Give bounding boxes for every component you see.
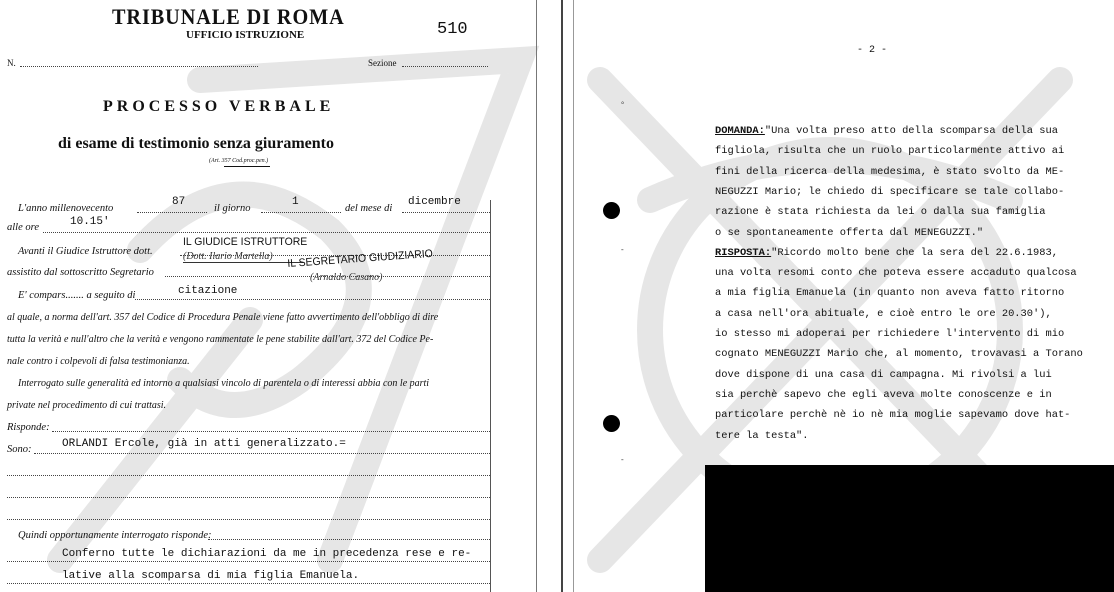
transcript-line (715, 409, 1070, 421)
page-fold (561, 0, 563, 592)
interrogation-line-1: Interrogato sulle generalità ed intorno a qualsiasi vincolo di parentela o di interessi abbia con le parti (18, 378, 430, 389)
transcript-text: cognato MENEGUZZI Mario che, al momento, trovavasi a Torano (715, 348, 1083, 361)
number-label: N. (7, 58, 16, 68)
warning-line-1: al quale, a norma dell'art. 357 del Codice di Procedura Penale viene fatto avvertimento dell'obbligo di dire (7, 312, 439, 323)
answer-line-1: Conferno tutte le dichiarazioni da me in precedenza rese e re- (62, 548, 472, 560)
transcript-line (715, 166, 1064, 178)
number-field (20, 66, 258, 67)
punch-hole-top (603, 202, 620, 219)
transcript-text: fini della ricerca della medesima, è stato svolto da ME- (715, 165, 1065, 178)
court-title: TRIBUNALE DI ROMA (112, 4, 345, 29)
form-subheading: di esame di testimonio senza giuramento (58, 135, 334, 152)
transcript-text: a casa nell'ora abituale, e cioè entro le ore 20.30'), (715, 307, 1052, 320)
transcript-line (715, 125, 1058, 137)
secretary-name: (Arnaldo Casano) (310, 272, 383, 283)
transcript-text: tere la testa". (715, 429, 809, 442)
form-right-rule (490, 200, 491, 592)
transcript-line (715, 389, 1052, 401)
question-label: DOMANDA: (715, 125, 765, 137)
judge-stamp: IL GIUDICE ISTRUTTORE (183, 236, 308, 248)
transcript-line (715, 348, 1083, 360)
transcript-text: "Ricordo molto bene che la sera del 22.6.1983, (771, 246, 1058, 259)
right-page-edge (573, 0, 574, 592)
transcript-line (715, 287, 1064, 299)
day-value: 1 (292, 196, 299, 208)
transcript-text: io stesso mi adoperai per richiedere l'intervento di mio (715, 328, 1065, 340)
year-value: 87 (172, 196, 186, 208)
secretary-stamp: IL SEGRETARIO GIUDIZIARIO (287, 247, 434, 270)
year-label: L'anno millenovecento (18, 203, 114, 214)
form-heading: PROCESSO VERBALE (103, 98, 335, 115)
transcript-text: sia perchè sapevo che egli aveva molte conoscenze e in (715, 388, 1052, 401)
warning-line-2: tutta la verità e null'altro che la verità e vengono rammentate le pene stabilite dall'art. 372 del Codice Pe- (7, 334, 434, 345)
transcript-text: "Una volta preso atto della scomparsa della sua (764, 125, 1058, 137)
section-field (402, 66, 488, 67)
page-number: - 2 - (857, 45, 888, 56)
appearance-value: citazione (178, 285, 238, 297)
transcript-text: particolare perchè nè io nè mia moglie sapevamo dove hat- (715, 409, 1071, 422)
punch-hole-bottom (603, 415, 620, 432)
transcript-text: NEGUZZI Mario; le chiedo di specificare se tale collabo- (715, 185, 1065, 198)
transcript-line (715, 145, 1064, 157)
transcript-line (715, 328, 1064, 340)
secretary-label: assistito dal sottoscritto Segretario (7, 267, 154, 278)
month-value: dicembre (408, 196, 461, 208)
transcript-text: una volta resomi conto che poteva essere accaduto qualcosa (715, 267, 1077, 280)
month-label: del mese di (345, 203, 393, 214)
responds-label: Risponde: (7, 422, 50, 433)
hour-label: alle ore (7, 222, 39, 233)
identity-label: Sono: (7, 444, 32, 455)
warning-line-3: nale contro i colpevoli di falsa testimonianza. (7, 356, 190, 367)
transcript-text: figliola, risulta che un ruolo particolarmente attivo ai (715, 145, 1065, 158)
testimony-transcript-page: - 2 - ° - - DOMANDA:"Una volta preso atto della scomparsa della sua figliola, risulta che un ruolo particolarmente attivo ai fini della ricerca della medesima, è stato svolto da ME- NEGUZZI Mario; le chiedo di specificare se tale collabo- razione è stata richiesta da lei o dalla sua famiglia o se spontaneamente offerta dal MENEGUZZI." RISPOSTA:"Ricordo molto bene che la sera del 22.6.1983, una volta resomi conto che poteva essere accaduto qualcosa a mia figlia Emanuela (in quanto non aveva fatto ritorno a casa nell'ora abituale, e cioè entro le ore 20.30'), io stesso mi adoperai per richiedere l'intervento di mio cognato MENEGUZZI Mario che, al momento, trovavasi a Torano dove dispone di una casa di campagna. Mi rivolsi a lui sia perchè sapevo che egli aveva molte conoscenze e in particolare perchè nè io nè mia moglie sapevamo dove hat- tere la testa". (577, 0, 1114, 592)
transcript-line (715, 308, 1052, 320)
redaction-block (705, 465, 1114, 592)
transcript-line (715, 369, 1052, 381)
transcript-line (715, 267, 1077, 279)
section-label: Sezione (368, 58, 397, 68)
transcript-line (715, 247, 1058, 259)
transcript-line (715, 227, 983, 239)
judge-label: Avanti il Giudice Istruttore dott. (18, 246, 153, 257)
transcript-line (715, 206, 1045, 218)
identity-value: ORLANDI Ercole, già in atti generalizzato.= (62, 438, 346, 450)
appearance-label: E' compars....... a seguito di (18, 290, 136, 301)
left-page-edge (536, 0, 537, 592)
article-reference: (Art. 357 Cod.proc.pen.) (209, 158, 269, 164)
transcript-text: o se spontaneamente offerta dal MENEGUZZI." (715, 226, 984, 239)
article-underline (224, 166, 270, 167)
questioned-label: Quindi opportunamente interrogato risponde: (18, 530, 212, 541)
day-label: il giorno (214, 203, 251, 214)
judge-name: (Dott. Ilario Martella) (183, 251, 273, 262)
answer-line-2: lative alla scomparsa di mia figlia Emanuela. (62, 570, 360, 582)
transcript-text: razione è stata richiesta da lei o dalla sua famiglia (715, 206, 1046, 219)
transcript-text: a mia figlia Emanuela (in quanto non aveva fatto ritorno (715, 287, 1065, 300)
hour-value: 10.15' (70, 216, 110, 228)
transcript-line (715, 186, 1064, 198)
verbale-form-page (0, 0, 545, 592)
transcript-text: dove dispone di una casa di campagna. Mi rivolsi a lui (715, 368, 1052, 381)
office-subtitle: UFFICIO ISTRUZIONE (186, 29, 305, 41)
answer-label: RISPOSTA: (715, 246, 772, 259)
transcript-line (715, 430, 809, 442)
interrogation-line-2: private nel procedimento di cui trattasi. (7, 400, 167, 411)
document-number: 510 (437, 20, 468, 39)
